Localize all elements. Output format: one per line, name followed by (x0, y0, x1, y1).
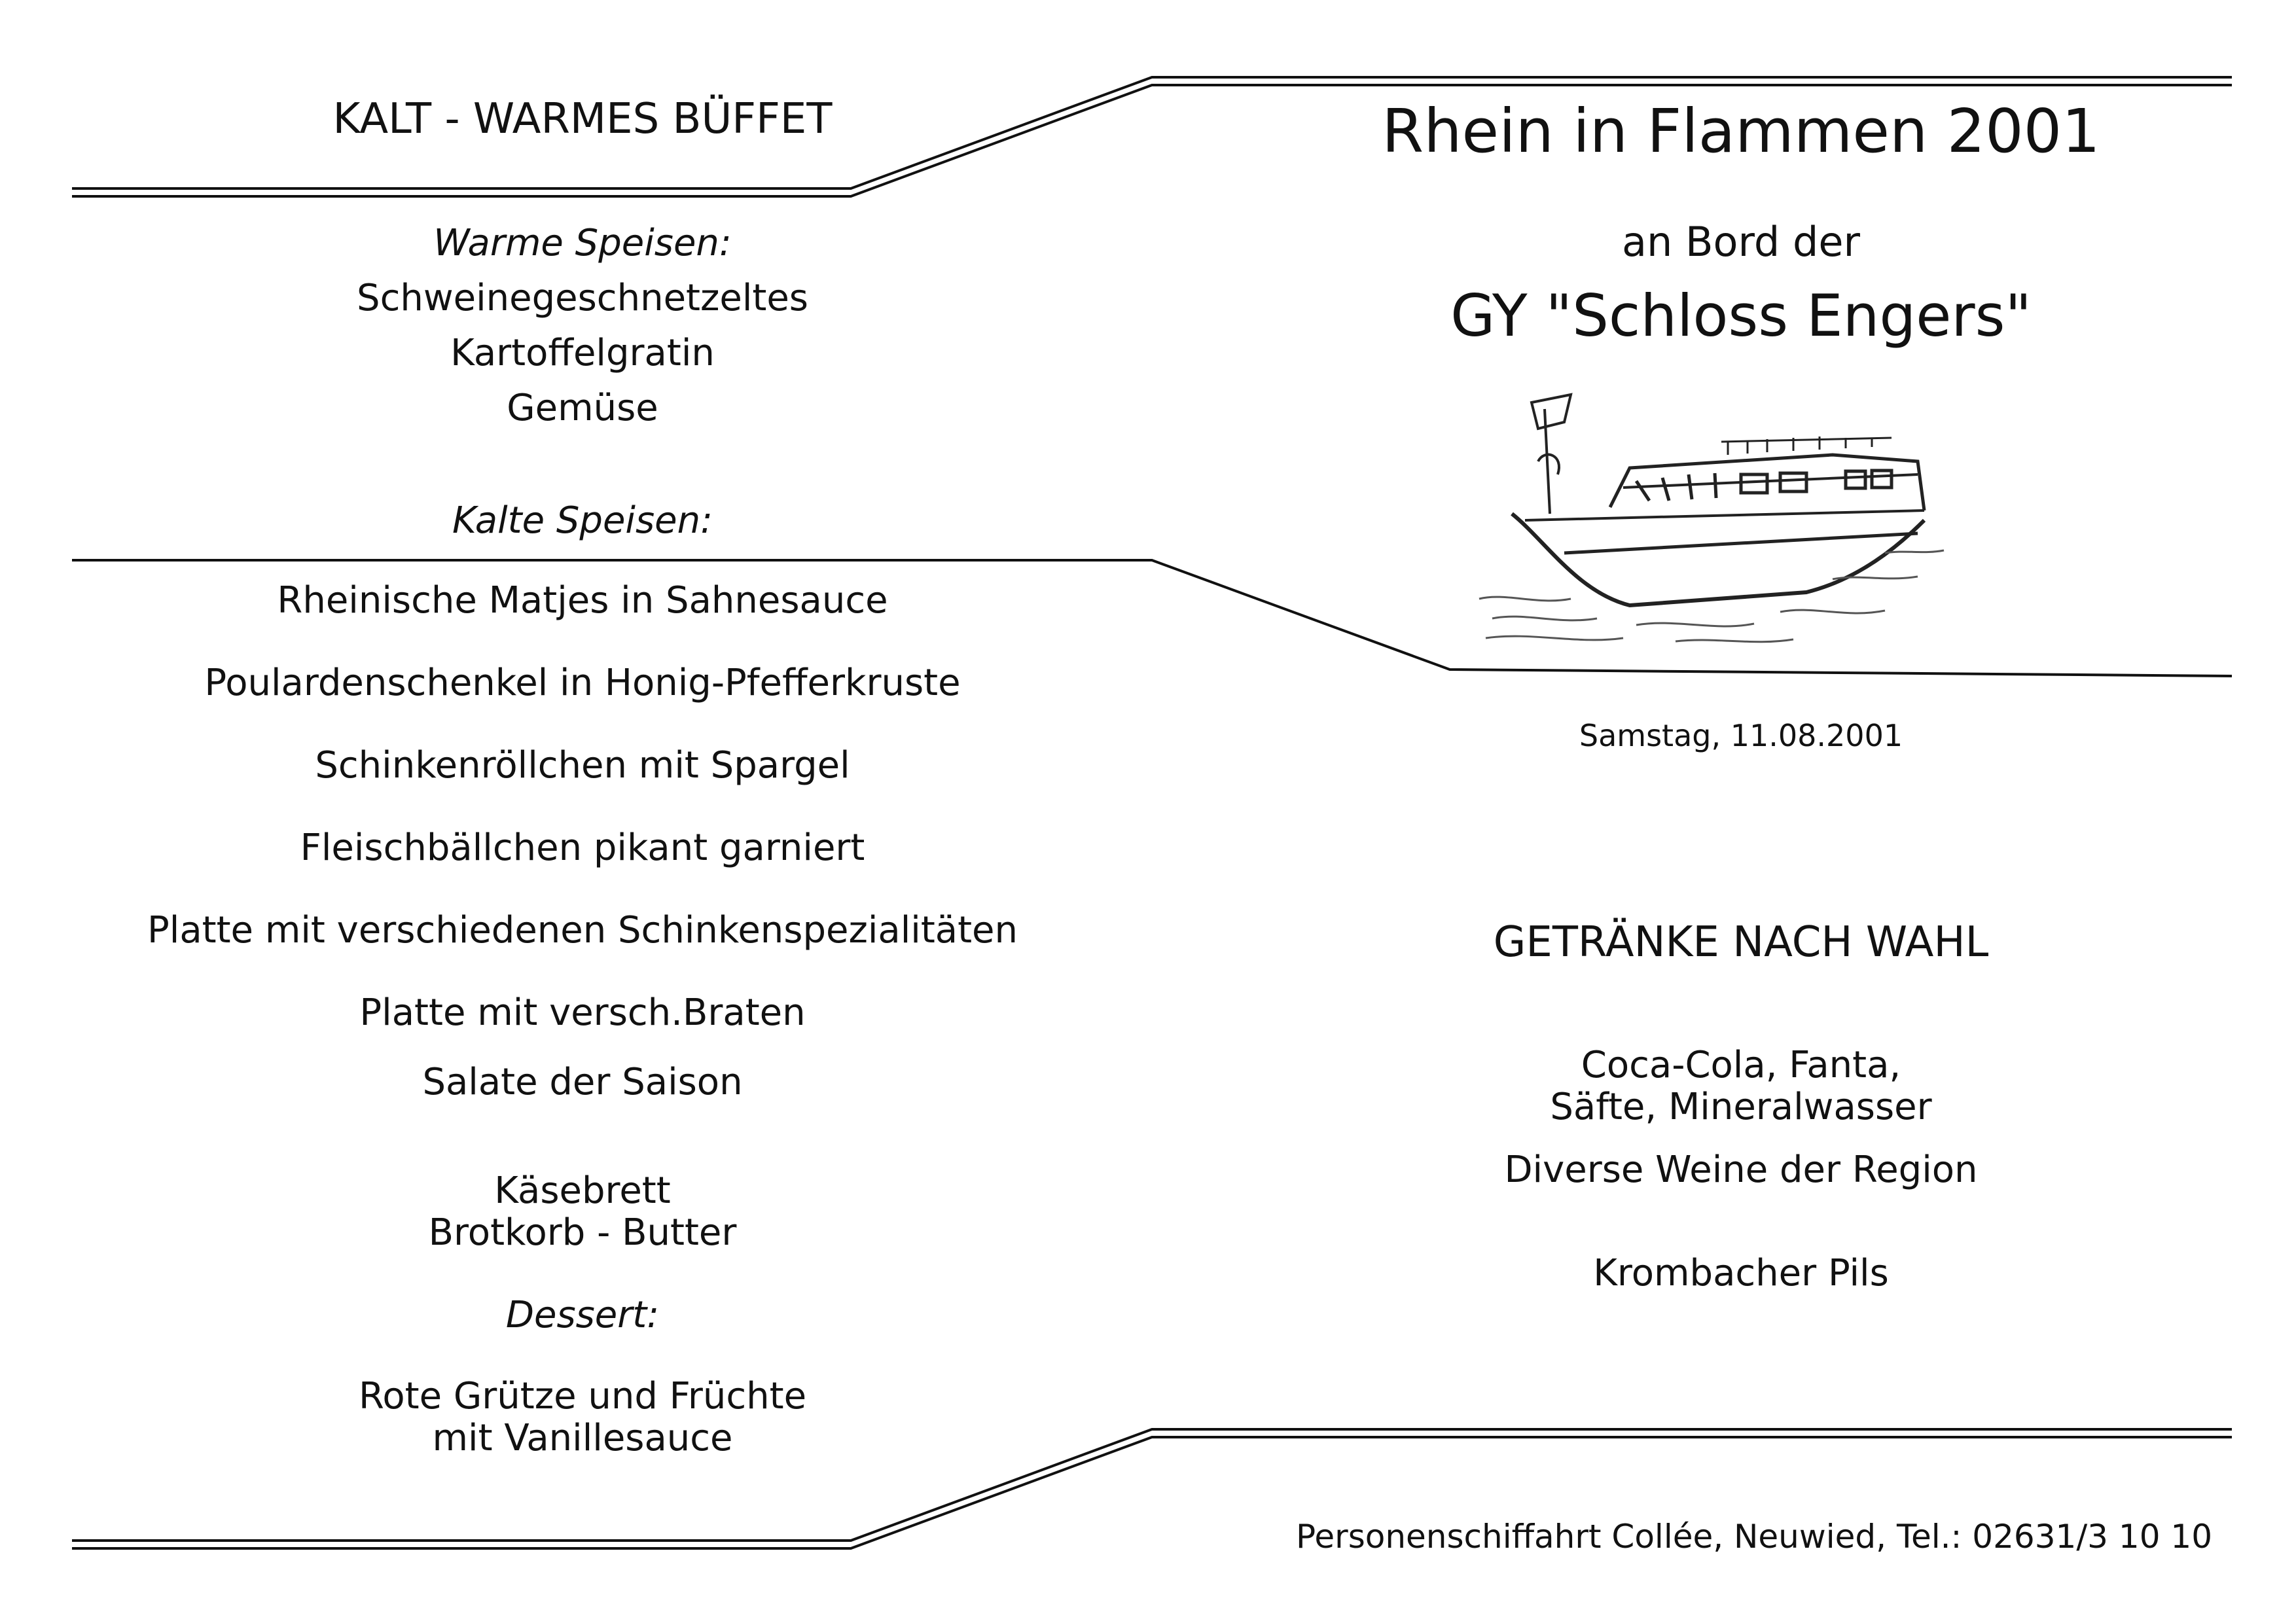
ship-name: GY "Schloss Engers" (1450, 282, 2032, 349)
cold-dish-item: Schinkenröllchen mit Spargel (315, 744, 850, 787)
warm-dish-item: Kartoffelgratin (450, 332, 715, 374)
extra-item: Käsebrett (494, 1169, 671, 1212)
cold-dish-item: Rheinische Matjes in Sahnesauce (277, 579, 888, 622)
cold-dish-item: Salate der Saison (422, 1061, 743, 1103)
dessert-item: Rote Grütze und Früchte (358, 1375, 807, 1418)
drink-item: Krombacher Pils (1593, 1252, 1889, 1294)
warm-dishes-title: Warme Speisen: (433, 222, 732, 264)
drink-item: Säfte, Mineralwasser (1550, 1086, 1932, 1128)
buffet-heading: KALT - WARMES BÜFFET (332, 95, 833, 143)
cold-dish-item: Poulardenschenkel in Honig-Pfefferkruste (204, 662, 961, 704)
aboard-text: an Bord der (1622, 218, 1860, 266)
warm-dish-item: Schweinegeschnetzeltes (357, 277, 808, 319)
cold-dish-item: Fleischbällchen pikant garniert (300, 827, 865, 869)
cold-dish-item: Platte mit verschiedenen Schinkenspezialitäten (147, 909, 1018, 952)
dessert-item: mit Vanillesauce (432, 1417, 733, 1459)
drinks-heading: GETRÄNKE NACH WAHL (1493, 918, 1989, 967)
drink-item: Coca-Cola, Fanta, (1581, 1044, 1901, 1086)
event-date: Samstag, 11.08.2001 (1579, 718, 1903, 753)
cold-dishes-title: Kalte Speisen: (452, 499, 713, 542)
event-title: Rhein in Flammen 2001 (1382, 96, 2100, 166)
extra-item: Brotkorb - Butter (428, 1211, 737, 1254)
warm-dish-item: Gemüse (507, 387, 658, 429)
ship-illustration (1466, 383, 1950, 658)
footer-contact: Personenschiffahrt Collée, Neuwied, Tel.: 02631/3 10 10 (1296, 1518, 2213, 1556)
cold-dish-item: Platte mit versch.Braten (359, 991, 806, 1034)
dessert-title: Dessert: (505, 1294, 660, 1336)
drink-item: Diverse Weine der Region (1504, 1149, 1978, 1191)
